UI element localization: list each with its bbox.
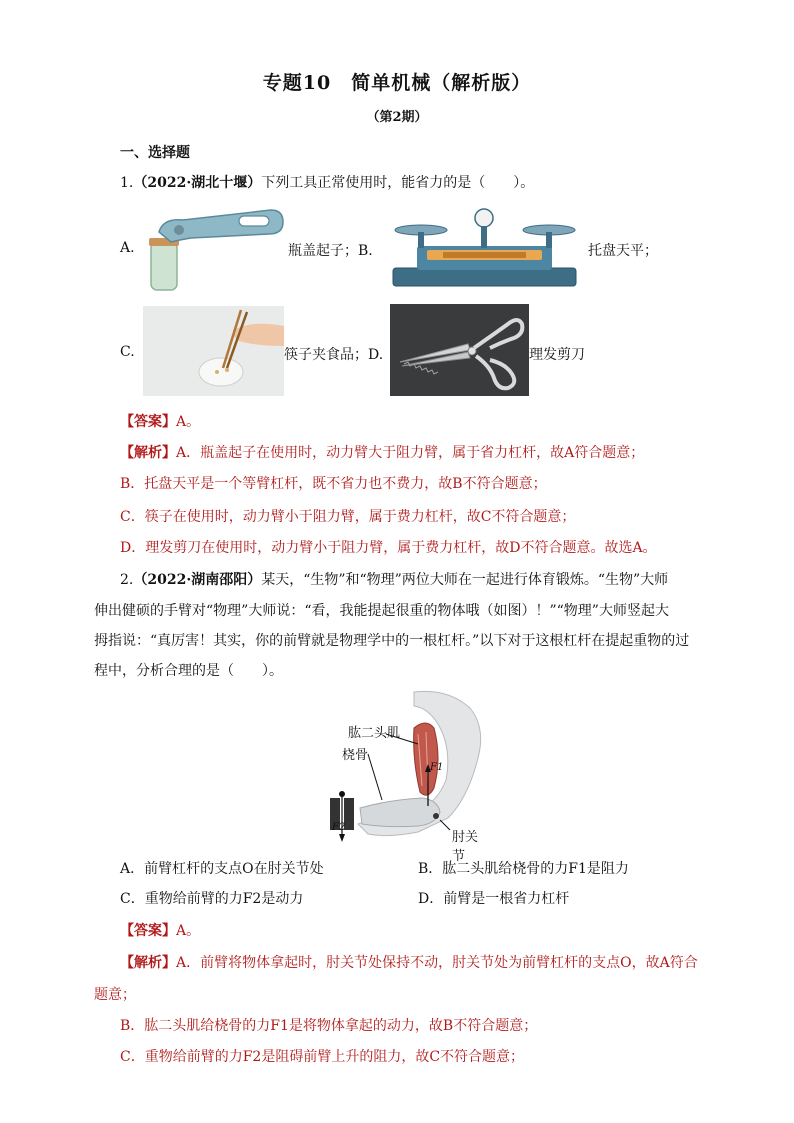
- chopsticks-image: [143, 306, 284, 396]
- document-subtitle: （第2期）: [366, 110, 428, 125]
- question-number: 2.: [120, 572, 134, 588]
- question-1-analysis-a: [120, 442, 644, 462]
- question-1-stem: [120, 172, 534, 192]
- q2-option-b: B．肱二头肌给桡骨的力F1是阻力: [418, 861, 629, 877]
- label-elbow: 肘关节: [452, 830, 479, 864]
- arm-lever-diagram: [318, 688, 488, 864]
- question-number: 1.: [120, 175, 134, 191]
- label-f1: F1: [430, 762, 444, 773]
- q2-option-a: A．前臂杠杆的支点O在肘关节处: [120, 861, 324, 877]
- label-radius: 桡骨: [342, 748, 369, 763]
- question-2-answer: [120, 920, 200, 940]
- question-1-analysis-c: C．筷子在使用时，动力臂小于阻力臂，属于费力杠杆，故C不符合题意；: [120, 509, 576, 525]
- scissors-image: [390, 304, 529, 396]
- question-2-analysis-a-line-1: [120, 952, 698, 972]
- question-text: 下列工具正常使用时，能省力的是（ ）。: [261, 175, 535, 191]
- question-source: （2022·湖北十堰）: [133, 175, 262, 191]
- q2-option-d: D．前臂是一根省力杠杆: [418, 891, 570, 907]
- analysis-tag: 【解析】: [120, 445, 176, 461]
- answer-value: A。: [176, 414, 201, 430]
- balance-scale-image: [383, 206, 586, 290]
- question-text: 某天，“生物”和“物理”两位大师在一起进行体育锻炼。“生物”大师: [261, 572, 669, 588]
- analysis-text: A．前臂将物体拿起时，肘关节处保持不动，肘关节处为前臂杠杆的支点O，故A符合: [176, 955, 698, 971]
- option-c-label: C.: [120, 344, 135, 360]
- option-c-text: 筷子夹食品；D.: [284, 347, 384, 363]
- q2-option-c: C．重物给前臂的力F2是动力: [120, 891, 304, 907]
- question-1-answer: [120, 411, 200, 431]
- question-2-stem-line-2: 伸出健硕的手臂对“物理”大师说：“看，我能提起很重的物体哦（如图）！”“物理”大师竖起大: [94, 603, 669, 619]
- question-source: （2022·湖南邵阳）: [133, 572, 262, 588]
- document-title: 专题10 简单机械（解析版）: [262, 72, 532, 94]
- option-a-text: 瓶盖起子；B.: [288, 243, 373, 259]
- question-2-stem-line-4: 程中，分析合理的是（ ）。: [94, 663, 283, 679]
- question-2-analysis-c: C．重物给前臂的力F2是阻碍前臂上升的阻力，故C不符合题意；: [120, 1049, 525, 1065]
- option-a-label: A.: [120, 240, 135, 256]
- question-2-stem-line-3: 拇指说：“真厉害！其实，你的前臂就是物理学中的一根杠杆。”以下对于这根杠杆在提起重物的过: [94, 633, 690, 649]
- answer-value: A。: [176, 923, 201, 939]
- question-2-analysis-a-line-2: 题意；: [94, 987, 136, 1003]
- question-1-analysis-d: D．理发剪刀在使用时，动力臂小于阻力臂，属于费力杠杆，故D不符合题意。故选A。: [120, 540, 657, 556]
- answer-tag: 【答案】: [120, 923, 176, 939]
- question-2-stem-line-1: [120, 569, 668, 589]
- section-heading: 一、选择题: [120, 145, 190, 161]
- bottle-opener-image: [143, 204, 288, 290]
- analysis-tag: 【解析】: [120, 955, 176, 971]
- analysis-text: A．瓶盖起子在使用时，动力臂大于阻力臂，属于省力杠杆，故A符合题意；: [176, 445, 645, 461]
- option-d-text: 理发剪刀: [529, 347, 585, 363]
- question-2-analysis-b: B．肱二头肌给桡骨的力F1是将物体拿起的动力，故B不符合题意；: [120, 1018, 538, 1034]
- option-b-text: 托盘天平；: [588, 243, 658, 259]
- question-1-analysis-b: B．托盘天平是一个等臂杠杆，既不省力也不费力，故B不符合题意；: [120, 476, 547, 492]
- label-biceps: 肱二头肌: [348, 726, 401, 741]
- answer-tag: 【答案】: [120, 414, 176, 430]
- label-f2: F2: [332, 822, 346, 833]
